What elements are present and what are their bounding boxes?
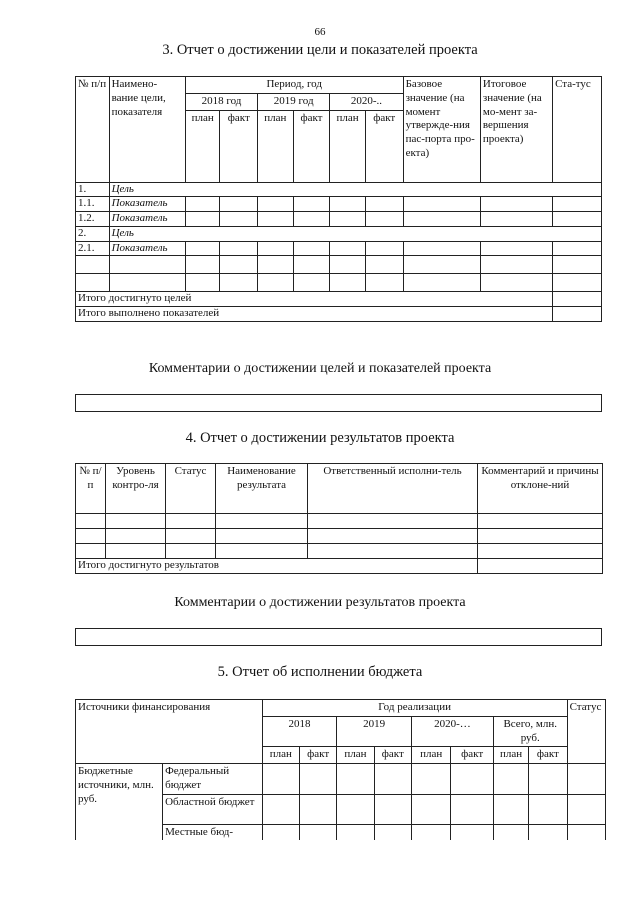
- comments-goals-title: Комментарии о достижении целей и показателей проекта: [148, 361, 492, 376]
- header-status: Ста-тус: [553, 77, 602, 183]
- table-row: [76, 544, 603, 559]
- table-row: [76, 212, 602, 227]
- section-4-title: 4. Отчет о достижении результатов проекта: [185, 430, 455, 446]
- comments-results-field[interactable]: [75, 628, 602, 646]
- header-year: 2019 год: [258, 93, 330, 110]
- goals-indicators-table: [75, 76, 602, 322]
- header-plan: план: [493, 747, 528, 764]
- header-sources: Источники финансирования: [76, 700, 263, 764]
- header-plan: план: [411, 747, 450, 764]
- budget-sources-label: Бюджетные источники, млн. руб.: [76, 764, 163, 841]
- header-plan: план: [337, 747, 374, 764]
- row-name: Показатель: [109, 197, 185, 212]
- table-row: [76, 256, 602, 274]
- comments-results-title: Комментарии о достижении результатов проекта: [174, 595, 466, 610]
- budget-table: [75, 699, 606, 840]
- header-fact: факт: [374, 747, 411, 764]
- header-year: 2018: [262, 716, 337, 747]
- table-row: [76, 559, 603, 574]
- header-num: № п/п: [76, 464, 106, 514]
- table-row: [76, 292, 602, 307]
- header-name: Наимено-вание цели, показателя: [109, 77, 185, 183]
- row-name: Цель: [109, 182, 601, 197]
- header-fact: факт: [365, 110, 403, 182]
- results-table: [75, 463, 603, 574]
- header-fact: факт: [220, 110, 258, 182]
- row-num: 1.: [76, 182, 110, 197]
- table-row: [76, 182, 602, 197]
- header-status: Статус: [166, 464, 216, 514]
- table-row: [76, 514, 603, 529]
- budget-row-label: Федеральный бюджет: [163, 764, 263, 795]
- section-5-title: 5. Отчет об исполнении бюджета: [217, 664, 423, 680]
- header-year: 2018 год: [185, 93, 257, 110]
- total-goals-label: Итого достигнуто целей: [76, 292, 553, 307]
- total-results-label: Итого достигнуто результатов: [76, 559, 478, 574]
- header-plan: план: [185, 110, 220, 182]
- table-row: [76, 197, 602, 212]
- table-row: [76, 764, 606, 795]
- header-plan: план: [262, 747, 299, 764]
- header-result-name: Наименование результата: [216, 464, 308, 514]
- table-row: [76, 307, 602, 322]
- header-total: Всего, млн. руб.: [493, 716, 567, 747]
- row-name: Цель: [109, 226, 601, 241]
- row-name: Показатель: [109, 241, 185, 256]
- header-period: Период, год: [185, 77, 403, 94]
- header-fact: факт: [451, 747, 494, 764]
- header-plan: план: [258, 110, 294, 182]
- header-control-level: Уровень контро-ля: [106, 464, 166, 514]
- header-base-value: Базовое значение (на момент утвержде-ния пас-порта про-екта): [403, 77, 480, 183]
- comments-goals-field[interactable]: [75, 394, 602, 412]
- budget-row-label: Местные бюд-: [163, 824, 263, 840]
- header-comment: Комментарий и причины отклоне-ний: [478, 464, 603, 514]
- section-3-title: 3. Отчет о достижении цели и показателей проекта: [162, 42, 478, 58]
- budget-row-label: Областной бюджет: [163, 794, 263, 824]
- row-num: 1.2.: [76, 212, 110, 227]
- header-fact: факт: [300, 747, 337, 764]
- row-num: 2.: [76, 226, 110, 241]
- page-number: 66: [314, 26, 326, 38]
- header-plan: план: [330, 110, 366, 182]
- row-num: 2.1.: [76, 241, 110, 256]
- total-indicators-label: Итого выполнено показателей: [76, 307, 553, 322]
- header-year: 2020-..: [330, 93, 403, 110]
- row-num: 1.1.: [76, 197, 110, 212]
- header-year: 2019: [337, 716, 412, 747]
- header-fact: факт: [529, 747, 567, 764]
- header-responsible: Ответственный исполни-тель: [308, 464, 478, 514]
- header-year-realization: Год реализации: [262, 700, 567, 717]
- header-year: 2020-…: [411, 716, 493, 747]
- header-status: Статус: [567, 700, 605, 764]
- header-fact: факт: [293, 110, 330, 182]
- table-row: [76, 226, 602, 241]
- table-row: [76, 241, 602, 256]
- header-num: № п/п: [76, 77, 110, 183]
- row-name: Показатель: [109, 212, 185, 227]
- table-row: [76, 274, 602, 292]
- header-final-value: Итоговое значение (на мо-мент за-вершения проекта): [480, 77, 552, 183]
- table-row: [76, 529, 603, 544]
